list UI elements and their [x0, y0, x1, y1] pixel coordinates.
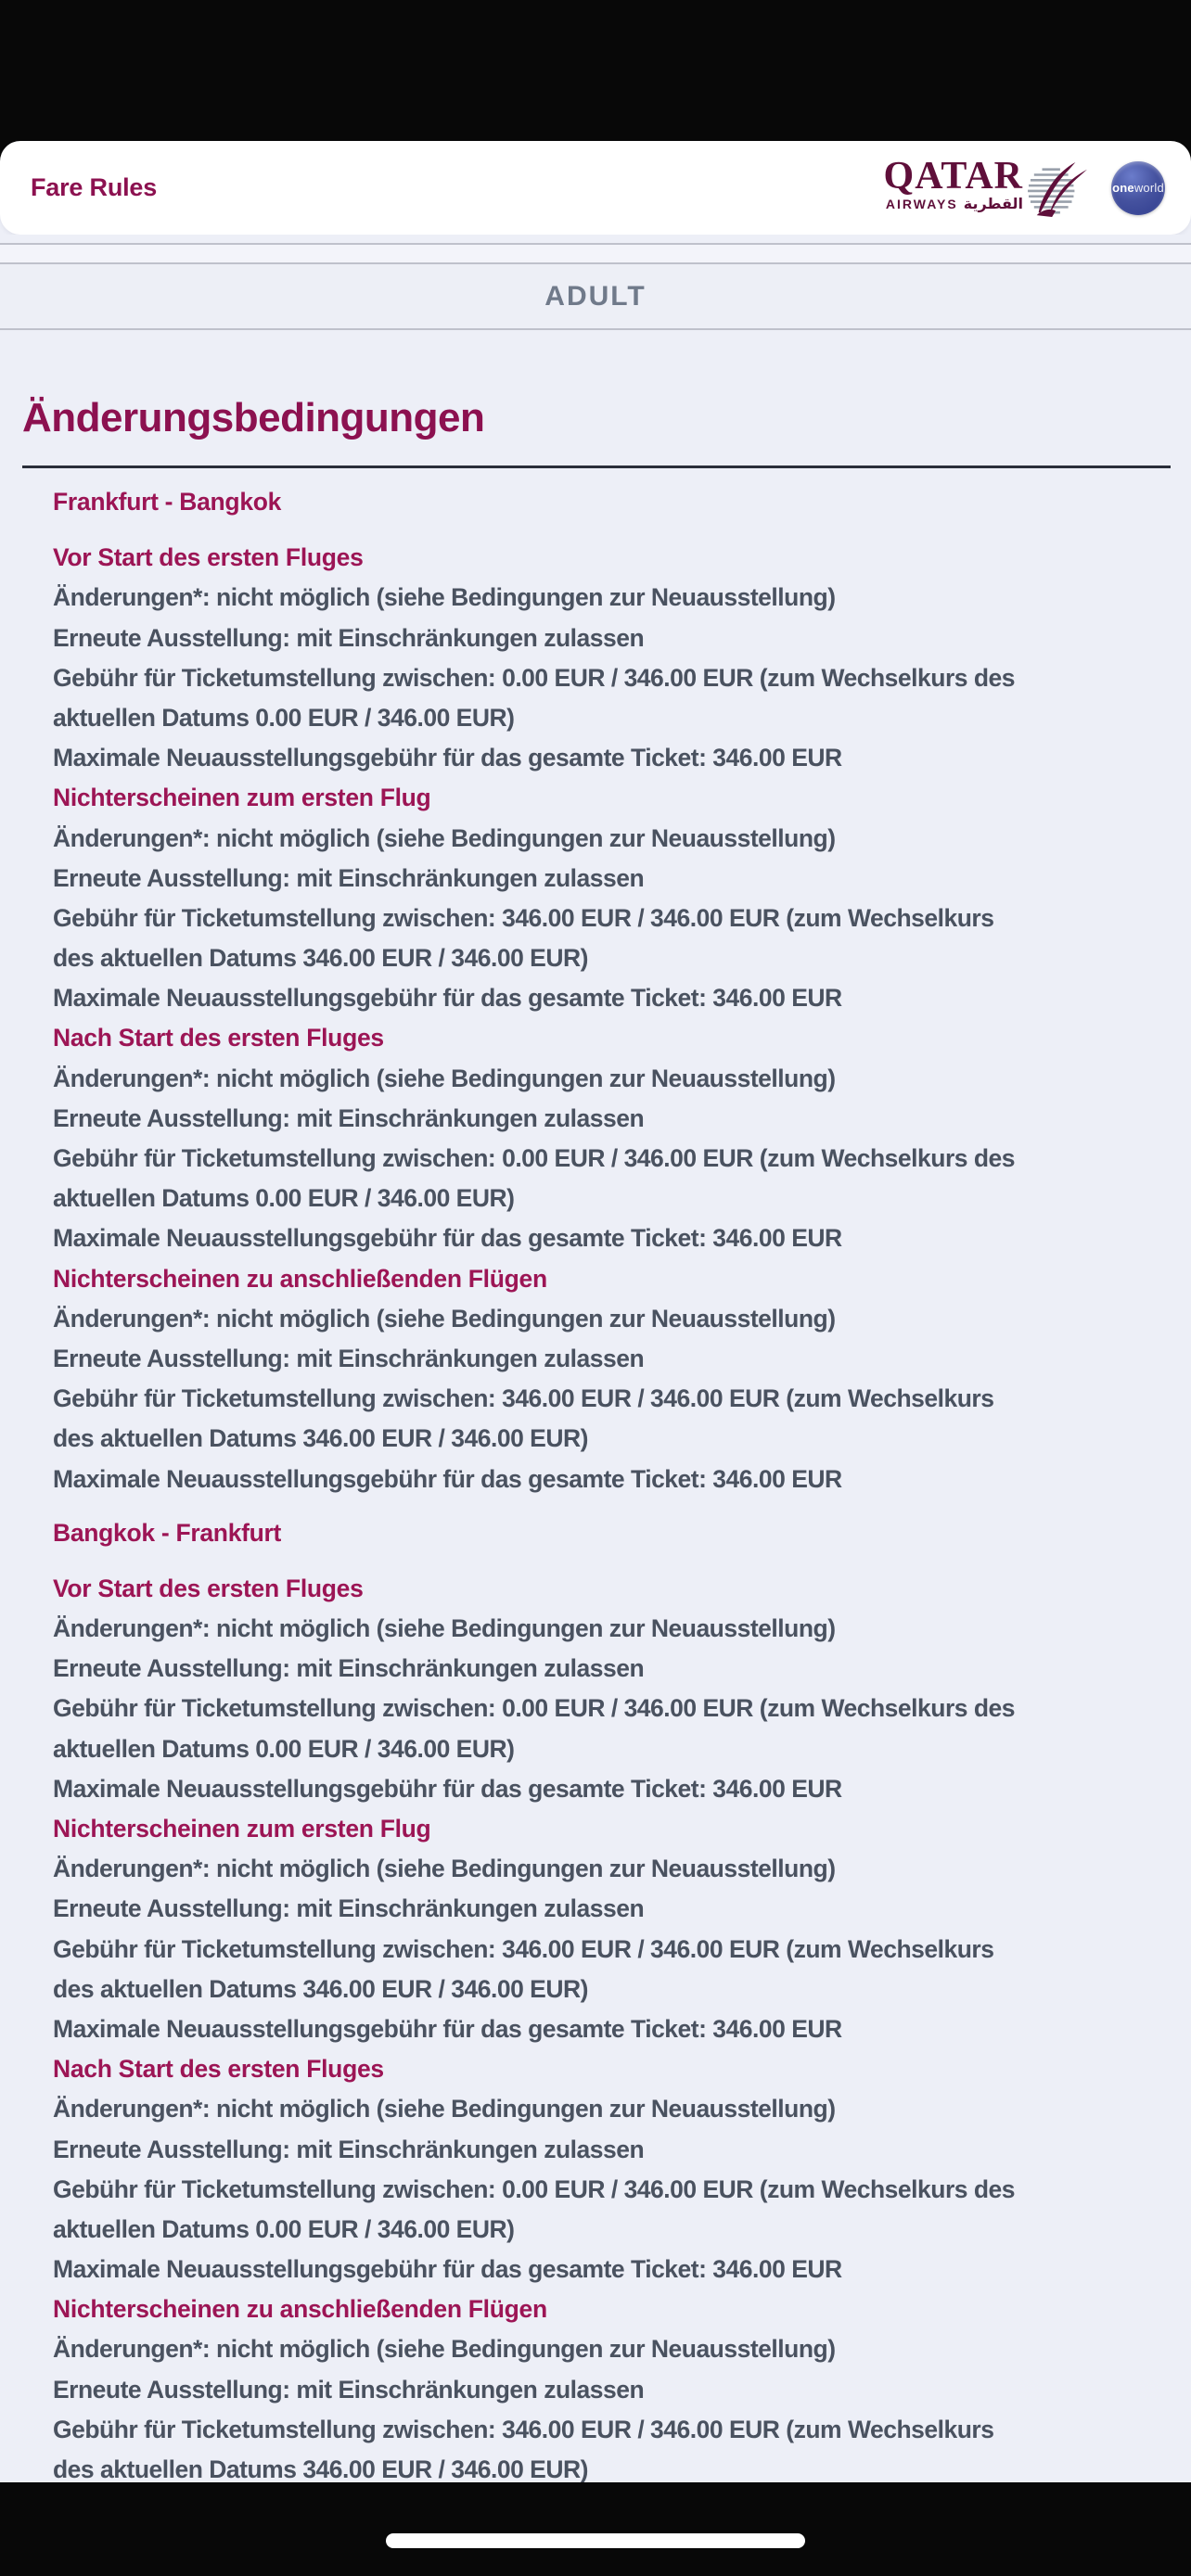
condition-line: Erneute Ausstellung: mit Einschränkungen zulassen	[53, 2135, 645, 2163]
condition-line: Änderungen*: nicht möglich (siehe Bedingungen zur Neuausstellung)	[53, 1304, 836, 1333]
condition-heading: Nichterscheinen zum ersten Flug	[53, 1815, 431, 1843]
condition-heading: Nichterscheinen zum ersten Flug	[53, 784, 431, 812]
condition-line: Erneute Ausstellung: mit Einschränkungen zulassen	[53, 2375, 645, 2404]
title-divider	[22, 465, 1171, 468]
condition-heading: Nach Start des ersten Fluges	[53, 2055, 384, 2084]
condition-line: Erneute Ausstellung: mit Einschränkungen zulassen	[53, 623, 645, 652]
condition-line: Gebühr für Ticketumstellung zwischen: 346.00 EUR / 346.00 EUR (zum Wechselkurs	[53, 903, 994, 932]
condition-line: Maximale Neuausstellungsgebühr für das gesamte Ticket: 346.00 EUR	[53, 1224, 842, 1253]
qatar-subline	[886, 197, 1023, 211]
condition-heading: Vor Start des ersten Fluges	[53, 1574, 364, 1602]
condition-heading: Nichterscheinen zu anschließenden Flügen	[53, 1264, 547, 1293]
condition-line: Änderungen*: nicht möglich (siehe Bedingungen zur Neuausstellung)	[53, 583, 836, 612]
condition-line: Erneute Ausstellung: mit Einschränkungen zulassen	[53, 1344, 645, 1372]
oneworld-one: one	[1112, 181, 1134, 195]
qatar-airways-logo	[883, 154, 1087, 218]
condition-line: Gebühr für Ticketumstellung zwischen: 0.00 EUR / 346.00 EUR (zum Wechselkurs des	[53, 1694, 1016, 1723]
condition-line: Erneute Ausstellung: mit Einschränkungen zulassen	[53, 1103, 645, 1132]
condition-line: Änderungen*: nicht möglich (siehe Bedingungen zur Neuausstellung)	[53, 1614, 836, 1643]
condition-line: Änderungen*: nicht möglich (siehe Bedingungen zur Neuausstellung)	[53, 1064, 836, 1092]
passenger-type-label: ADULT	[544, 280, 647, 312]
condition-heading: Nach Start des ersten Fluges	[53, 1024, 384, 1052]
condition-line: des aktuellen Datums 346.00 EUR / 346.00 EUR)	[53, 1424, 588, 1453]
fare-rules-content	[0, 395, 1191, 2482]
condition-line: Maximale Neuausstellungsgebühr für das gesamte Ticket: 346.00 EUR	[53, 2255, 842, 2284]
condition-line: Maximale Neuausstellungsgebühr für das gesamte Ticket: 346.00 EUR	[53, 1464, 842, 1493]
condition-line: Maximale Neuausstellungsgebühr für das gesamte Ticket: 346.00 EUR	[53, 2014, 842, 2043]
header-divider-strip	[0, 243, 1191, 264]
condition-line: Gebühr für Ticketumstellung zwischen: 346.00 EUR / 346.00 EUR (zum Wechselkurs	[53, 2415, 994, 2443]
qatar-airways-label: AIRWAYS	[885, 197, 958, 212]
bottom-bar	[0, 2482, 1191, 2576]
condition-line: Änderungen*: nicht möglich (siehe Bedingungen zur Neuausstellung)	[53, 823, 836, 852]
condition-line: Erneute Ausstellung: mit Einschränkungen zulassen	[53, 1894, 645, 1923]
condition-line: Gebühr für Ticketumstellung zwischen: 346.00 EUR / 346.00 EUR (zum Wechselkurs	[53, 1384, 994, 1413]
condition-line: Gebühr für Ticketumstellung zwischen: 0.00 EUR / 346.00 EUR (zum Wechselkurs des	[53, 1144, 1016, 1172]
condition-heading: Vor Start des ersten Fluges	[53, 543, 364, 572]
header-card-wrap	[0, 141, 1191, 235]
condition-line: Gebühr für Ticketumstellung zwischen: 0.00 EUR / 346.00 EUR (zum Wechselkurs des	[53, 663, 1016, 692]
page-header-title: Fare Rules	[31, 173, 158, 201]
fare-rules-sections	[53, 482, 1158, 2482]
condition-line: aktuellen Datums 0.00 EUR / 346.00 EUR)	[53, 1734, 515, 1763]
qatar-wordmark	[883, 154, 1023, 213]
condition-line: des aktuellen Datums 346.00 EUR / 346.00 EUR)	[53, 944, 588, 973]
passenger-type-bar	[0, 264, 1191, 330]
qatar-arabic-label: القطرية	[963, 195, 1023, 213]
condition-line: Maximale Neuausstellungsgebühr für das gesamte Ticket: 346.00 EUR	[53, 984, 842, 1013]
fare-rules-page	[0, 235, 1191, 2482]
condition-line: Erneute Ausstellung: mit Einschränkungen zulassen	[53, 1654, 645, 1683]
status-bar	[0, 0, 1191, 141]
qatar-word: QATAR	[883, 154, 1023, 198]
oryx-icon	[1028, 160, 1087, 218]
condition-line: Änderungen*: nicht möglich (siehe Bedingungen zur Neuausstellung)	[53, 2095, 836, 2123]
condition-line: Maximale Neuausstellungsgebühr für das gesamte Ticket: 346.00 EUR	[53, 1774, 842, 1803]
oneworld-world: world	[1133, 181, 1164, 195]
route-heading: Bangkok - Frankfurt	[53, 1518, 282, 1547]
condition-line: Änderungen*: nicht möglich (siehe Bedingungen zur Neuausstellung)	[53, 2335, 836, 2364]
condition-line: aktuellen Datums 0.00 EUR / 346.00 EUR)	[53, 2214, 515, 2243]
condition-line: Gebühr für Ticketumstellung zwischen: 0.00 EUR / 346.00 EUR (zum Wechselkurs des	[53, 2174, 1016, 2203]
condition-line: des aktuellen Datums 346.00 EUR / 346.00 EUR)	[53, 1974, 588, 2003]
route-heading: Frankfurt - Bangkok	[53, 488, 282, 516]
condition-line: aktuellen Datums 0.00 EUR / 346.00 EUR)	[53, 1184, 515, 1213]
condition-heading: Nichterscheinen zu anschließenden Flügen	[53, 2295, 547, 2324]
condition-line: Erneute Ausstellung: mit Einschränkungen zulassen	[53, 863, 645, 892]
condition-line: Änderungen*: nicht möglich (siehe Bedingungen zur Neuausstellung)	[53, 1855, 836, 1883]
condition-line: Maximale Neuausstellungsgebühr für das gesamte Ticket: 346.00 EUR	[53, 744, 842, 772]
logo-group	[883, 154, 1165, 218]
oneworld-logo	[1111, 161, 1165, 215]
condition-line: Gebühr für Ticketumstellung zwischen: 346.00 EUR / 346.00 EUR (zum Wechselkurs	[53, 1934, 994, 1963]
page-title: Änderungsbedingungen	[22, 395, 485, 440]
header	[0, 141, 1191, 235]
home-indicator[interactable]	[386, 2533, 805, 2548]
condition-line: aktuellen Datums 0.00 EUR / 346.00 EUR)	[53, 703, 515, 732]
condition-line: des aktuellen Datums 346.00 EUR / 346.00 EUR)	[53, 2455, 588, 2482]
